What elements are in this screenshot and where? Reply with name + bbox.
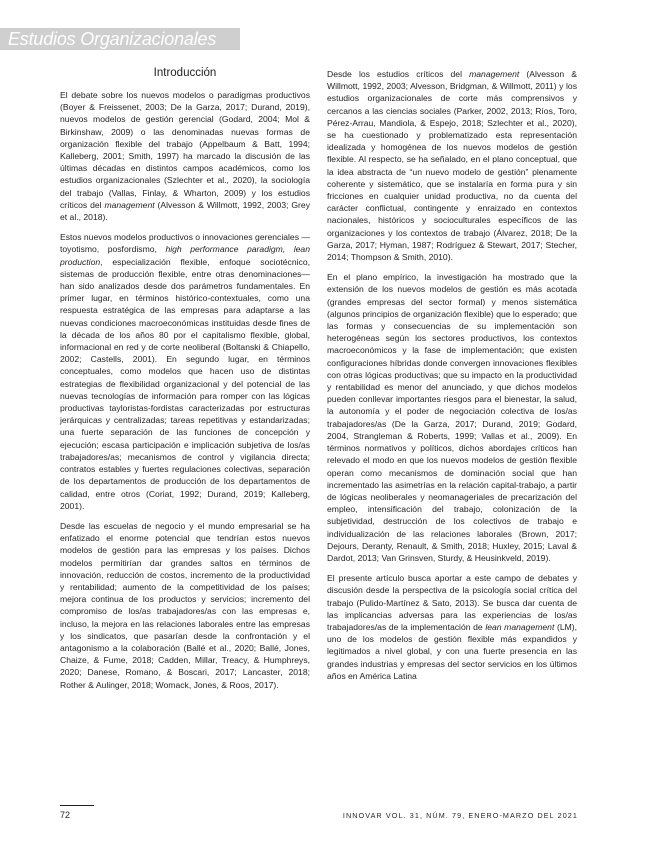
paragraph: El presente artículo busca aportar a este campo de debates y discusión desde la perspectiva de la psicología social crítica del trabajo (Pulido-Martínez & Sato, 2013). Se busca dar cuenta de las implicancias adversas para las experiencias de los/as trabajadores/as de la implementación de lean management (LM), uno de los modelos de gestión flexible más expandidos y legitimados a nivel global, y con una fuerte presencia en las grandes industrias y empresas del sector servicios en los últimos años en América Latina <box>327 573 578 681</box>
page-number: 72 <box>60 810 71 820</box>
right-column <box>327 68 577 690</box>
section-heading: Introducción <box>153 67 217 79</box>
footer-rule <box>60 805 94 806</box>
paragraph: En el plano empírico, la investigación ha mostrado que la extensión de los nuevos modelos de gestión es más acotada (grandes empresas del sector formal) y menos sistemática (algunos principios de organización flexible) que lo esperado; que las formas y consecuencias de su implementación son heterogéneas según los sectores productivos, los contextos macroeconómicos y la fase de implementación; que existen configuraciones híbridas donde convergen innovaciones flexibles con otras lógicas productivas; que su impacto en la productividad y rentabilidad es menor del anunciado, y que dichos modelos pueden conllevar importantes riesgos para el bienestar, la salud, la autonomía y el poder de negociación colectiva de los/as trabajadores/as (De la Garza, 2017; Durand, 2019; Godard, 2004, Strangleman & Roberts, 1999; Vallas et al., 2009). En términos normativos y políticos, dichos abordajes críticos han relevado el modo en que los nuevos modelos de gestión flexible operan como mecanismos de dominación social que han incrementado las asimetrías en la relación capital-trabajo, a partir de lógicas neoliberales y neomanageriales de precarización del empleo, intensificación del trabajo, colonización de la subjetividad, destrucción de los colectivos de trabajo e individualización de las relaciones laborales (Brown, 2017; Dejours, Deranty, Renault, & Smith, 2018; Huxley, 2015; Laval & Dardot, 2013; Van Grinsven, Sturdy, & Heusinkveld, 2019). <box>327 272 577 563</box>
journal-footer: INNOVAR VOL. 31, NÚM. 79, ENERO-MARZO DEL 2021 <box>342 811 578 820</box>
paragraph: Desde los estudios críticos del management (Alvesson & Willmott, 1992, 2003; Alvesson, Bridgman, & Willmott, 2011) y los estudios organizacionales de corte más comprensivos y cercanos a las ciencias sociales (Parker, 2002, 2013; Ríos, Toro, Pérez-Arrau, Mandiola, & Espejo, 2018; Szlechter et al., 2020), se ha cuestionado y problematizado esta representación idealizada y homogénea de los nuevos modelos de gestión flexible. Al respecto, se ha señalado, en el plano conceptual, que la idea abstracta de “un nuevo modelo de gestión” plenamente coherente y sistemático, que se instalaría en forma pura y sin fricciones en cualquier unidad productiva, no da cuenta del carácter conflictual, contingente y enraizado en contextos nacionales, históricos y socioculturales específicos de las organizaciones y los contextos de trabajo (Álvarez, 2018; De la Garza, 2017; Hyman, 1987; Rodríguez & Stewart, 2017; Stecher, 2014; Thompson & Smith, 2010). <box>327 69 577 263</box>
section-title: Estudios Organizacionales <box>8 29 217 49</box>
left-column <box>60 66 310 699</box>
paragraph: El debate sobre los nuevos modelos o paradigmas productivos (Boyer & Freissenet, 2003; De la Garza, 2017; Durand, 2019), nuevos modelos de gestión gerencial (Godard, 2004; Mol & Birkinshaw, 2009) o las denominadas nuevas formas de organización flexible del trabajo (Appelbaum & Batt, 1994; Kalleberg, 2001; Smith, 1997) ha marcado la discusión de las últimas décadas en distintos campos académicos, como los estudios organizacionales (Szlechter et al., 2020), la sociología del trabajo (Vallas, Finlay, & Wharton, 2009) y los estudios críticos del management (Alvesson & Willmott, 1992, 2003; Grey et al., 2018). <box>60 90 310 223</box>
paragraph: Desde las escuelas de negocio y el mundo empresarial se ha enfatizado el enorme potencial que tendrían estos nuevos modelos de gestión para las empresas y los países. Dichos modelos permitirían dar grandes saltos en términos de innovación, reducción de costos, incremento de la productividad y rentabilidad; aumento de la competitividad de los países; mejora continua de los productos y servicios; incremento del compromiso de los/as trabajadores/as con las empresas e, incluso, la mejora en las relaciones laborales entre las empresas y los sindicatos, que pasarían desde la confrontación y el antagonismo a la colaboración (Ballé et al., 2020; Ballé, Jones, Chaize, & Fume, 2018; Cadden, Millar, Treacy, & Humphreys, 2020; Danese, Romano, & Boscari, 2017; Lancaster, 2018; Rother & Aulinger, 2018; Womack, Jones, & Roos, 2017). <box>60 520 310 690</box>
section-banner <box>0 28 240 50</box>
paragraph: Estos nuevos modelos productivos o innovaciones gerenciales —toyotismo, posfordismo, high performance paradigm, lean production, especialización flexible, enfoque sociotécnico, sistemas de producción flexible, entre otras denominaciones— han sido analizados desde dos parámetros fundamentales. En primer lugar, en términos histórico-contextuales, como una respuesta estratégica de las empresas para adaptarse a las nuevas condiciones macroeconómicas instituidas desde fines de la década de los años 80 por el capitalismo flexible, global, informacional en red y de corte neoliberal (Boltanski & Chiapello, 2002; Castells, 2001). En segundo lugar, en términos conceptuales, como modelos que hacen uso de distintas estrategias de flexibilidad organizacional y del potencial de las nuevas tecnologías de información para romper con las lógicas productivas tayloristas-fordistas caracterizadas por estructuras jerárquicas y centralizadas; tareas repetitivas y estandarizadas; una fuerte separación de las funciones de concepción y ejecución; escasa participación e implicación subjetiva de los/as trabajadores/as; mecanismos de control y vigilancia directa; contratos estables y fuertes regulaciones colectivas, separación de los departamentos de producción de los departamentos de calidad, entre otros (Coriat, 1992; Durand, 2019; Kalleberg, 2001). <box>60 232 310 511</box>
